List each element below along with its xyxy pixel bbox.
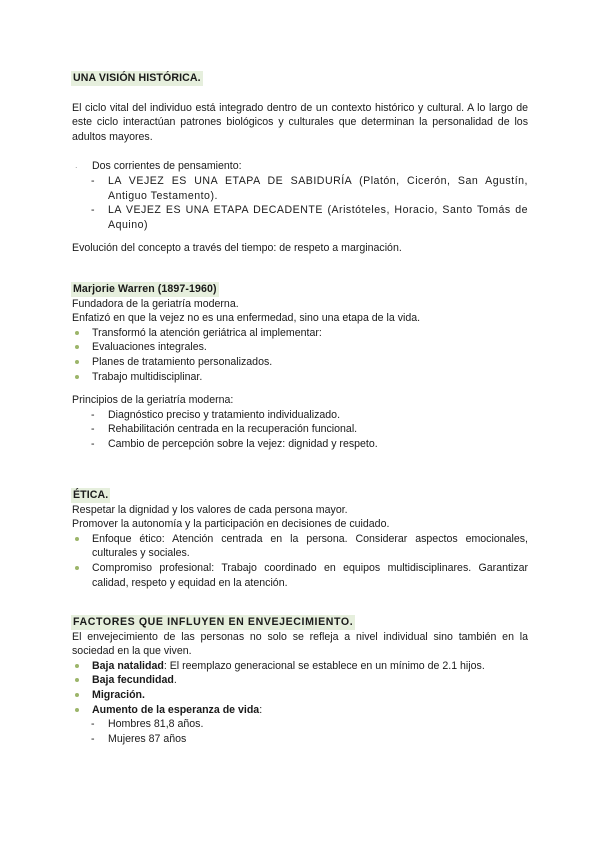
- text-line: Promover la autonomía y la participación en decisiones de cuidado.: [72, 518, 390, 531]
- bullet-list: [72, 326, 528, 384]
- principles-label: Principios de la geriatría moderna:: [72, 394, 234, 407]
- list-item-text: Cambio de percepción sobre la vejez: dignidad y respeto.: [108, 437, 378, 450]
- factors-list: [72, 659, 528, 717]
- list-item-text: Transformó la atención geriátrica al implementar:: [92, 326, 322, 339]
- section-heading: Marjorie Warren (1897-1960): [73, 283, 217, 295]
- list-item-text: Evaluaciones integrales.: [92, 341, 207, 354]
- dash-marker: -: [91, 204, 96, 217]
- list-item: [72, 355, 528, 370]
- list-item: [72, 408, 528, 423]
- list-item: [72, 370, 528, 385]
- list-item: [72, 532, 528, 561]
- list-item: [72, 703, 528, 718]
- section-marjorie-warren: [72, 282, 528, 452]
- list-item: [72, 673, 528, 688]
- section-heading: FACTORES QUE INFLUYEN EN ENVEJECIMIENTO.: [73, 616, 354, 628]
- list-item: [72, 422, 528, 437]
- list-item: [72, 688, 528, 703]
- dash-marker: -: [91, 732, 95, 745]
- section-aging-factors: [72, 615, 528, 746]
- list-item: [72, 159, 528, 174]
- section-heading: ÉTICA.: [73, 489, 109, 501]
- list-item-text: LA VEJEZ ES UNA ETAPA DECADENTE (Aristóteles, Horacio, Santo Tomás de Aquino): [108, 204, 528, 231]
- list-item-text: Hombres 81,8 años.: [108, 718, 204, 731]
- section-ethics: [72, 488, 528, 590]
- dash-marker: -: [91, 437, 95, 450]
- bullet-list: [72, 532, 528, 590]
- list-item: [72, 437, 528, 452]
- intro-paragraph: El envejecimiento de las personas no solo se refleja a nivel individual sino también en la sociedad en la que viven.: [72, 630, 528, 658]
- list-item-text: Enfoque ético: Atención centrada en la persona. Considerar aspectos emocionales, culturales y sociales.: [92, 532, 528, 560]
- currents-list: [72, 159, 528, 232]
- list-item-text: Mujeres 87 años: [108, 732, 187, 745]
- list-item-text: Diagnóstico preciso y tratamiento individualizado.: [108, 408, 341, 421]
- factor-name: Baja fecundidad: [92, 674, 174, 687]
- section-heading: UNA VISIÓN HISTÓRICA.: [73, 72, 201, 84]
- list-item-text: Compromiso profesional: Trabajo coordinado en equipos multidisciplinares. Garantizar calidad, respeto y equidad en la atención.: [92, 561, 528, 589]
- list-item-text: Planes de tratamiento personalizados.: [92, 355, 273, 368]
- factor-detail: :: [259, 703, 263, 716]
- factor-name: Baja natalidad: [92, 659, 164, 672]
- text-line: Fundadora de la geriatría moderna.: [72, 297, 239, 310]
- life-expectancy-list: [72, 717, 528, 746]
- list-item: [72, 340, 528, 355]
- dash-marker: -: [91, 423, 95, 436]
- dash-marker: -: [91, 174, 96, 187]
- intro-paragraph: El ciclo vital del individuo está integrado dentro de un contexto histórico y cultural. A lo largo de este ciclo interactúan patrones biológicos y culturales que determinan la personalidad de los adultos mayores.: [72, 101, 528, 143]
- list-item: [72, 659, 528, 674]
- section-historical-view: [72, 71, 528, 256]
- list-item: [72, 203, 528, 232]
- factor-name: Migración.: [92, 688, 145, 701]
- evolution-text: Evolución del concepto a través del tiempo: de respeto a marginación.: [72, 242, 402, 255]
- dash-marker: -: [91, 408, 95, 421]
- list-item-text: LA VEJEZ ES UNA ETAPA DE SABIDURÍA (Platón, Cicerón, San Agustín, Antiguo Testamento).: [108, 174, 528, 202]
- list-item: [72, 326, 528, 341]
- list-item-text: Rehabilitación centrada en la recuperación funcional.: [108, 423, 358, 436]
- principles-list: [72, 408, 528, 452]
- text-line: Enfatizó en que la vejez no es una enfermedad, sino una etapa de la vida.: [72, 312, 421, 325]
- text-line: Respetar la dignidad y los valores de cada persona mayor.: [72, 503, 348, 516]
- dash-marker: -: [91, 718, 95, 731]
- factor-detail: .: [173, 674, 177, 687]
- list-item: [72, 732, 528, 747]
- list-item: [72, 717, 528, 732]
- factor-detail: : El reemplazo generacional se establece en un mínimo de 2.1 hijos.: [163, 659, 485, 672]
- list-item-text: Dos corrientes de pensamiento:: [92, 160, 242, 173]
- bullet-marker: .: [75, 160, 78, 171]
- list-item-text: Trabajo multidisciplinar.: [92, 370, 203, 383]
- list-item: [72, 561, 528, 590]
- factor-name: Aumento de la esperanza de vida: [92, 703, 260, 716]
- list-item: [72, 174, 528, 203]
